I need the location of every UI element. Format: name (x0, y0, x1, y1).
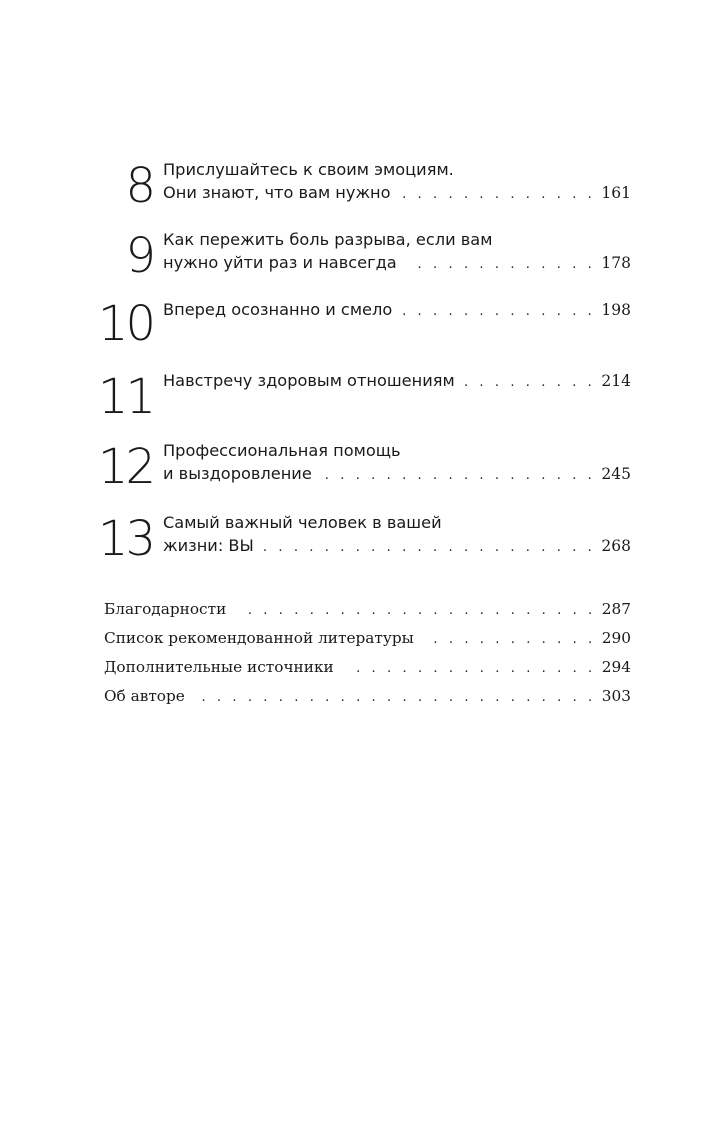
toc-chapter-10[interactable] (97, 296, 631, 369)
page-number: 214 (601, 372, 631, 390)
chapter-title-text: жизни: ВЫ (163, 536, 254, 555)
chapter-title-last-line (163, 369, 631, 394)
toc-item-title: Благодарности (104, 600, 227, 618)
dot-leader (346, 661, 596, 676)
dot-leader (426, 632, 596, 647)
chapter-number: 9 (125, 228, 153, 284)
chapter-title (163, 369, 631, 394)
page-number: 245 (601, 465, 631, 483)
chapter-title (163, 511, 631, 559)
chapter-number: 12 (97, 439, 153, 495)
dot-leader (465, 371, 596, 394)
chapter-title-last-line (163, 251, 631, 276)
dot-leader (197, 690, 596, 705)
chapter-title-line: Самый важный человек в вашей (163, 513, 442, 532)
toc-chapter-8[interactable] (104, 158, 631, 228)
chapter-number: 10 (97, 296, 153, 352)
chapter-title-line: Прислушайтесь к своим эмоциям. (163, 160, 454, 179)
chapter-title (163, 158, 631, 206)
chapter-title-text: Вперед осознанно и смело (163, 300, 393, 319)
chapter-number: 8 (125, 158, 153, 214)
page-number: 294 (601, 658, 631, 676)
chapter-title-text: Они знают, что вам нужно (163, 183, 391, 202)
chapter-title-line: Как пережить боль разрыва, если вам (163, 230, 493, 249)
chapter-title (163, 439, 631, 487)
page-number: 268 (601, 537, 631, 555)
dot-leader (238, 603, 596, 618)
toc-chapter-9[interactable] (104, 228, 631, 298)
chapter-title (163, 298, 631, 323)
back-matter-list (104, 600, 631, 716)
page-number: 161 (601, 184, 631, 202)
chapter-title-last-line (163, 462, 631, 487)
toc-chapter-13[interactable] (97, 511, 631, 583)
page-number: 198 (601, 301, 631, 319)
chapter-title-text: нужно уйти раз и навсегда (163, 253, 397, 272)
toc-chapter-12[interactable] (97, 439, 631, 511)
page-number: 178 (601, 254, 631, 272)
chapter-title-text: Навстречу здоровым отношениям (163, 371, 455, 390)
dot-leader (407, 253, 596, 276)
chapter-title-last-line (163, 181, 631, 206)
dot-leader (402, 300, 595, 323)
dot-leader (322, 464, 596, 487)
chapter-title-text: и выздоровление (163, 464, 312, 483)
page-number: 287 (601, 600, 631, 618)
table-of-contents (97, 158, 631, 583)
dot-leader (401, 183, 596, 206)
chapter-title-line: Профессиональная помощь (163, 441, 401, 460)
toc-item-title: Об авторе (104, 687, 185, 705)
toc-item-title: Список рекомендованной литературы (104, 629, 414, 647)
chapter-number: 13 (97, 511, 153, 567)
toc-item-title: Дополнительные источники (104, 658, 334, 676)
page-number: 290 (601, 629, 631, 647)
dot-leader (264, 536, 596, 559)
chapter-title-last-line (163, 534, 631, 559)
page-number: 303 (601, 687, 631, 705)
chapter-title (163, 228, 631, 276)
toc-chapter-11[interactable] (97, 369, 631, 439)
toc-item-recommended-reading[interactable] (104, 629, 631, 658)
toc-item-acknowledgements[interactable] (104, 600, 631, 629)
toc-item-additional-sources[interactable] (104, 658, 631, 687)
chapter-title-last-line (163, 298, 631, 323)
toc-item-about-author[interactable] (104, 687, 631, 716)
chapter-number: 11 (97, 369, 153, 425)
